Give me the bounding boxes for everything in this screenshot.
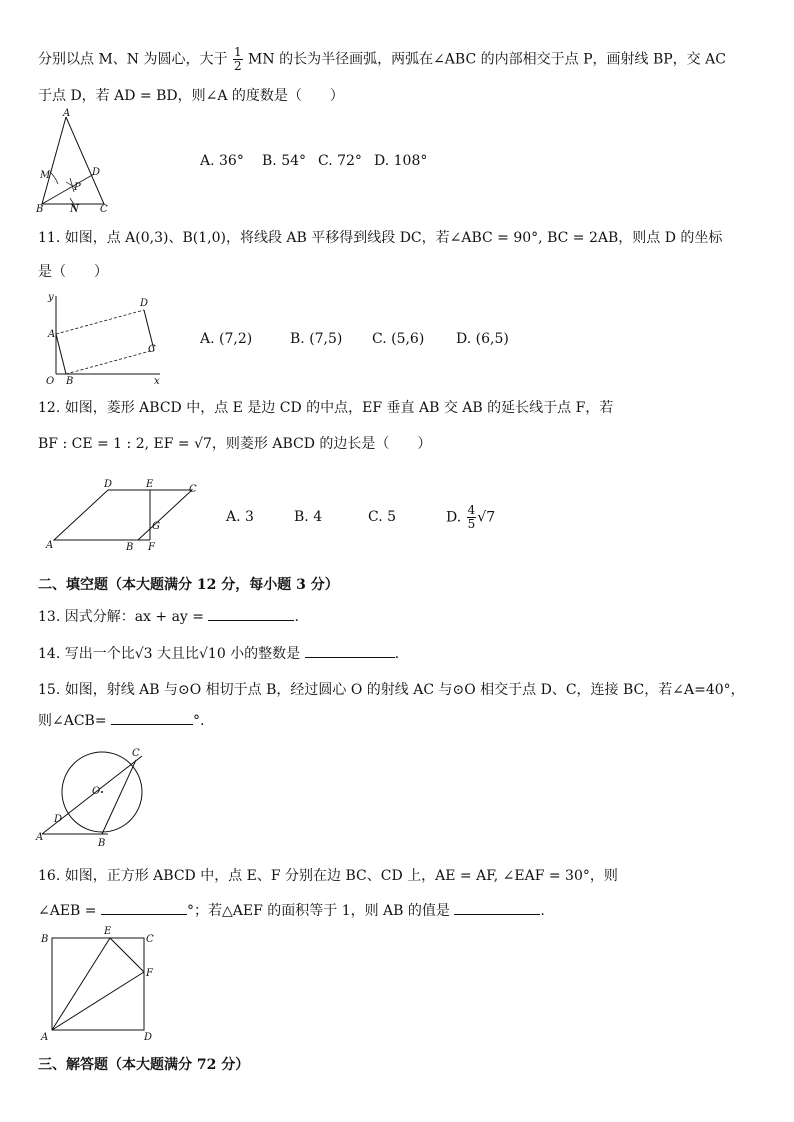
q16-label-d: D — [144, 1032, 153, 1043]
q10-line1 — [38, 46, 726, 73]
q12-label-a: A — [46, 540, 54, 551]
q16-line1: 16. 如图，正方形 ABCD 中，点 E、F 分别在边 BC、CD 上，AE = AF, ∠EAF = 30°，则 — [38, 868, 618, 884]
section-3-heading: 三、解答题（本大题满分 72 分） — [38, 1057, 250, 1073]
q10-option-b: B. 54° — [262, 153, 307, 169]
q11-label-o: O — [46, 376, 55, 387]
q16-answer-blank-2[interactable] — [454, 900, 540, 915]
q15-line1: 15. 如图，射线 AB 与⊙O 相切于点 B，经过圆心 O 的射线 AC 与⊙O 相交于点 D、C，连接 BC，若∠A=40°， — [38, 682, 745, 698]
q14-line — [38, 643, 399, 664]
q10-frac-den: 2 — [233, 59, 242, 73]
q16-figure — [38, 924, 158, 1044]
q14-text: 14. 写出一个比√3 大且比√10 小的整数是 — [38, 646, 301, 662]
q12-option-b: B. 4 — [294, 509, 323, 525]
q12-label-c: C — [189, 484, 197, 495]
q10-label-a: A — [63, 108, 71, 119]
q11-line2: 是（ ） — [38, 264, 108, 280]
q15-label-a: A — [36, 832, 44, 843]
q10-line1-b: MN 的长为半径画弧，两弧在∠ABC 的内部相交于点 P，画射线 BP，交 AC — [248, 51, 726, 68]
q10-label-m: M — [40, 170, 51, 181]
q12-option-d-root: √7 — [477, 509, 496, 526]
q16-label-f: F — [146, 968, 153, 979]
section-2-heading: 二、填空题（本大题满分 12 分，每小题 3 分） — [38, 577, 339, 593]
q15-label-d: D — [54, 814, 63, 825]
q11-line1: 11. 如图，点 A(0,3)、B(1,0)，将线段 AB 平移得到线段 DC，若∠ABC = 90°, BC = 2AB，则点 D 的坐标 — [38, 230, 723, 246]
q10-frac-num: 1 — [233, 45, 242, 59]
q16-line2-a: ∠AEB = — [38, 903, 97, 919]
q12-line2: BF : CE = 1 : 2, EF = √7，则菱形 ABCD 的边长是（ ） — [38, 436, 432, 452]
q11-label-b: B — [66, 376, 74, 387]
q12-option-d-num: 4 — [467, 503, 476, 517]
q11-label-x: x — [154, 376, 160, 387]
q11-label-a: A — [48, 329, 56, 340]
q11-label-y: y — [48, 292, 54, 303]
q12-option-d — [446, 504, 495, 531]
q11-option-d: D. (6,5) — [456, 331, 509, 347]
q10-option-c: C. 72° — [318, 153, 362, 169]
q10-label-b: B — [36, 204, 44, 215]
q11-label-d: D — [140, 298, 149, 309]
q16-answer-blank-1[interactable] — [101, 900, 187, 915]
q16-label-a: A — [41, 1032, 49, 1043]
q13-text: 13. 因式分解：ax + ay = — [38, 609, 205, 625]
q10-fraction — [233, 46, 243, 73]
q12-option-d-den: 5 — [467, 517, 476, 531]
q13-line — [38, 606, 299, 627]
q12-option-c: C. 5 — [368, 509, 397, 525]
q12-label-g: G — [152, 521, 160, 532]
q14-tail: . — [394, 646, 400, 662]
q12-figure — [44, 478, 204, 554]
q15-line2-text: 则∠ACB= — [38, 713, 107, 729]
q15-line2 — [38, 710, 204, 731]
q11-figure — [40, 292, 170, 387]
q10-label-p: P — [74, 182, 81, 193]
q15-label-o: O — [92, 786, 101, 797]
q12-label-e: E — [146, 479, 154, 490]
q15-label-c: C — [132, 748, 140, 759]
q13-tail: . — [294, 609, 299, 625]
q10-line2: 于点 D，若 AD = BD，则∠A 的度数是（ ） — [38, 88, 344, 104]
q14-answer-blank[interactable] — [305, 643, 395, 658]
q15-tail: °. — [193, 713, 205, 729]
q10-label-n: N — [70, 204, 79, 215]
q16-line2 — [38, 900, 545, 921]
q12-label-f: F — [148, 542, 155, 553]
q10-option-d: D. 108° — [374, 153, 428, 169]
q16-label-e: E — [104, 926, 112, 937]
q16-label-c: C — [146, 934, 154, 945]
q11-option-a: A. (7,2) — [200, 331, 253, 347]
q16-tail: . — [540, 903, 545, 919]
q12-label-b: B — [126, 542, 134, 553]
q11-label-c: C — [148, 344, 156, 355]
q10-label-d: D — [92, 167, 101, 178]
q12-label-d: D — [104, 479, 113, 490]
q15-answer-blank[interactable] — [111, 710, 193, 725]
q13-answer-blank[interactable] — [208, 606, 294, 621]
q11-option-b: B. (7,5) — [290, 331, 343, 347]
q10-figure — [36, 108, 116, 215]
q16-line2-b: °；若△AEF 的面积等于 1，则 AB 的值是 — [186, 903, 450, 919]
q10-line1-a: 分别以点 M、N 为圆心，大于 — [38, 51, 228, 68]
q15-figure — [36, 748, 156, 849]
q15-label-b: B — [98, 838, 106, 849]
q10-label-c: C — [100, 204, 108, 215]
q12-option-d-label: D. — [446, 509, 462, 526]
q12-option-d-fraction — [467, 504, 477, 531]
q11-option-c: C. (5,6) — [372, 331, 425, 347]
q16-label-b: B — [41, 934, 49, 945]
q12-line1: 12. 如图，菱形 ABCD 中，点 E 是边 CD 的中点，EF 垂直 AB 交 AB 的延长线于点 F，若 — [38, 400, 614, 416]
q10-option-a: A. 36° — [200, 153, 244, 169]
q12-option-a: A. 3 — [226, 509, 254, 525]
